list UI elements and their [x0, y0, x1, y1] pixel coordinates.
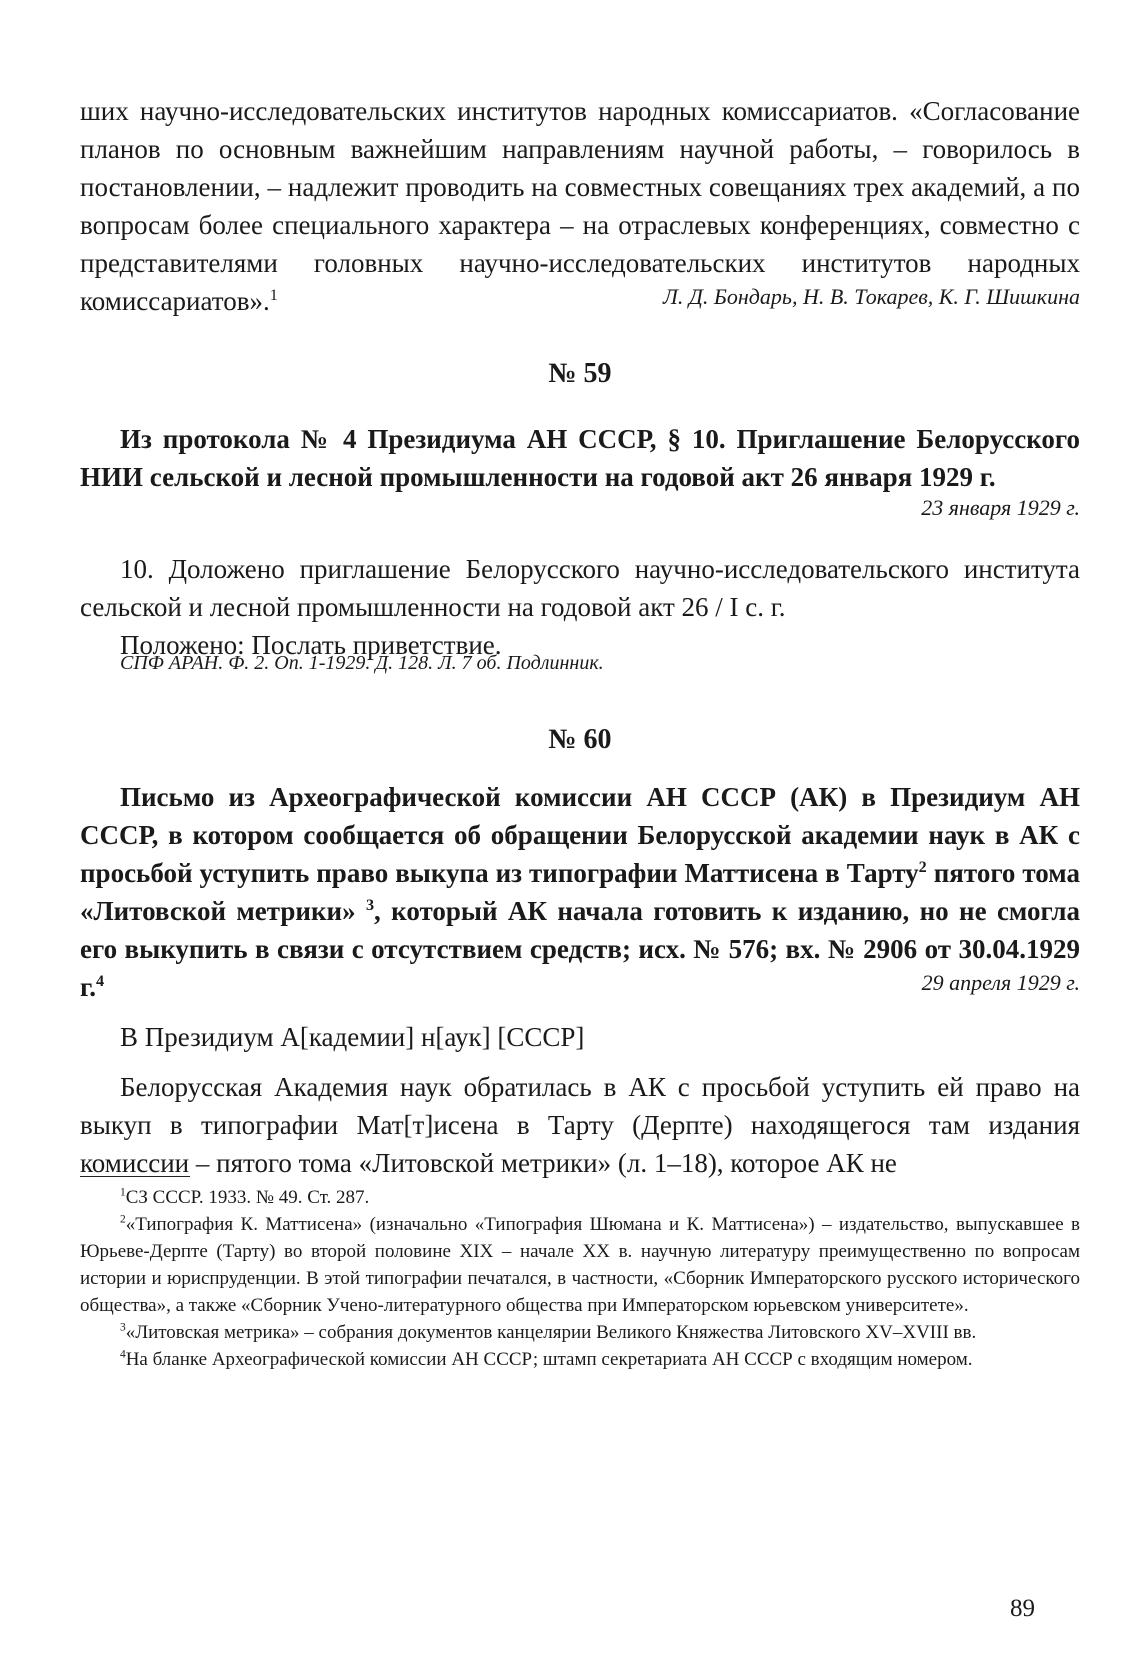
- document-date-59: 23 января 1929 г.: [921, 495, 1080, 520]
- footnote: $^2$«Типография К. Маттисена» (изначально «Типография Шюмана и К. Маттисена») – издательство, выпускавшее в Юрьеве-Дерпте (Тарту) во второй половине XIX – начале XX в. научную литературу преимущественно по вопросам истории и юриспруденции. В этой типографии печатался, в частности, «Сборник Императорского русского исторического общества», а также «Сборник Учено-литературного общества при Императорском юрьевском университете».: [80, 1213, 1080, 1316]
- footnote: $^1$СЗ СССР. 1933. № 49. Ст. 287.: [120, 1186, 370, 1208]
- document-date-60: 29 апреля 1929 г.: [921, 970, 1080, 995]
- addressee: В Президиум А[кадемии] н[аук] [СССР]: [120, 1022, 585, 1052]
- page-number: 89: [1010, 1595, 1035, 1622]
- document-number-59: № 59: [548, 358, 612, 389]
- document-title-59: Из протокола № 4 Президиума АН СССР, § 10. Приглашение Белорусского НИИ сельской и лесной промышленности на годовой акт 26 января 1929 г.: [80, 424, 1080, 492]
- document-title-60: Письмо из Археографической комиссии АН СССР (АК) в Президиум АН СССР, в котором сообщается об обращении Белорусской академии наук в АК с просьбой уступить право выкупа из типографии Маттисена в Тарту$^2$ пятого тома «Литовской метрики» $^3$, который АК начала готовить к изданию, но не смогла его выкупить в связи с отсутствием средств; исх. № 576; вх. № 2906 от 30.04.1929 г.$^4$: [80, 782, 1081, 1002]
- footnote-divider: [80, 1176, 190, 1177]
- authors: Л. Д. Бондарь, Н. В. Токарев, К. Г. Шишкина: [663, 284, 1080, 309]
- item-text: 10. Доложено приглашение Белорусского научно-исследовательского института сельской и лесной промышленности на годовой акт 26 / I с. г.: [80, 554, 1080, 622]
- intro-paragraph: ших научно-исследовательских институтов народных комиссариатов. «Согласование планов по основным важнейшим направлениям научной работы, – говорилось в постановлении, – надлежит проводить на совместных совещаниях трех академий, а по вопросам более специального характера – на отраслевых конференциях, совместно с представителями головных научно-исследовательских институтов народных комиссариатов».$^1$: [80, 96, 1080, 316]
- document-body-60: Белорусская Академия наук обратилась в АК с просьбой уступить ей право на выкуп в типографии Мат[т]исена в Тарту (Дерпте) находящегося там издания комиссии – пятого тома «Литовской метрики» (л. 1–18), которое АК не: [80, 1072, 1080, 1178]
- footnote: $^3$«Литовская метрика» – собрания документов канцелярии Великого Княжества Литовского XV–XVIII вв.: [120, 1321, 977, 1343]
- document-body-59: [80, 550, 1080, 664]
- archive-source: СПФ АРАН. Ф. 2. Оп. 1-1929. Д. 128. Л. 7 об. Подлинник.: [120, 652, 604, 674]
- footnote: $^4$На бланке Археографической комиссии АН СССР; штамп секретариата АН СССР с входящим номером.: [120, 1348, 973, 1370]
- document-number-60: № 60: [548, 724, 612, 755]
- footnote-ref-3[interactable]: 3: [365, 896, 375, 914]
- resolution-text: Положено: Послать приветствие.: [120, 630, 502, 660]
- footnotes: [80, 1184, 1080, 1373]
- footnote-ref-4[interactable]: 4: [95, 972, 105, 990]
- footnote-ref-1[interactable]: 1: [269, 286, 278, 304]
- footnote-ref-2[interactable]: 2: [918, 858, 927, 876]
